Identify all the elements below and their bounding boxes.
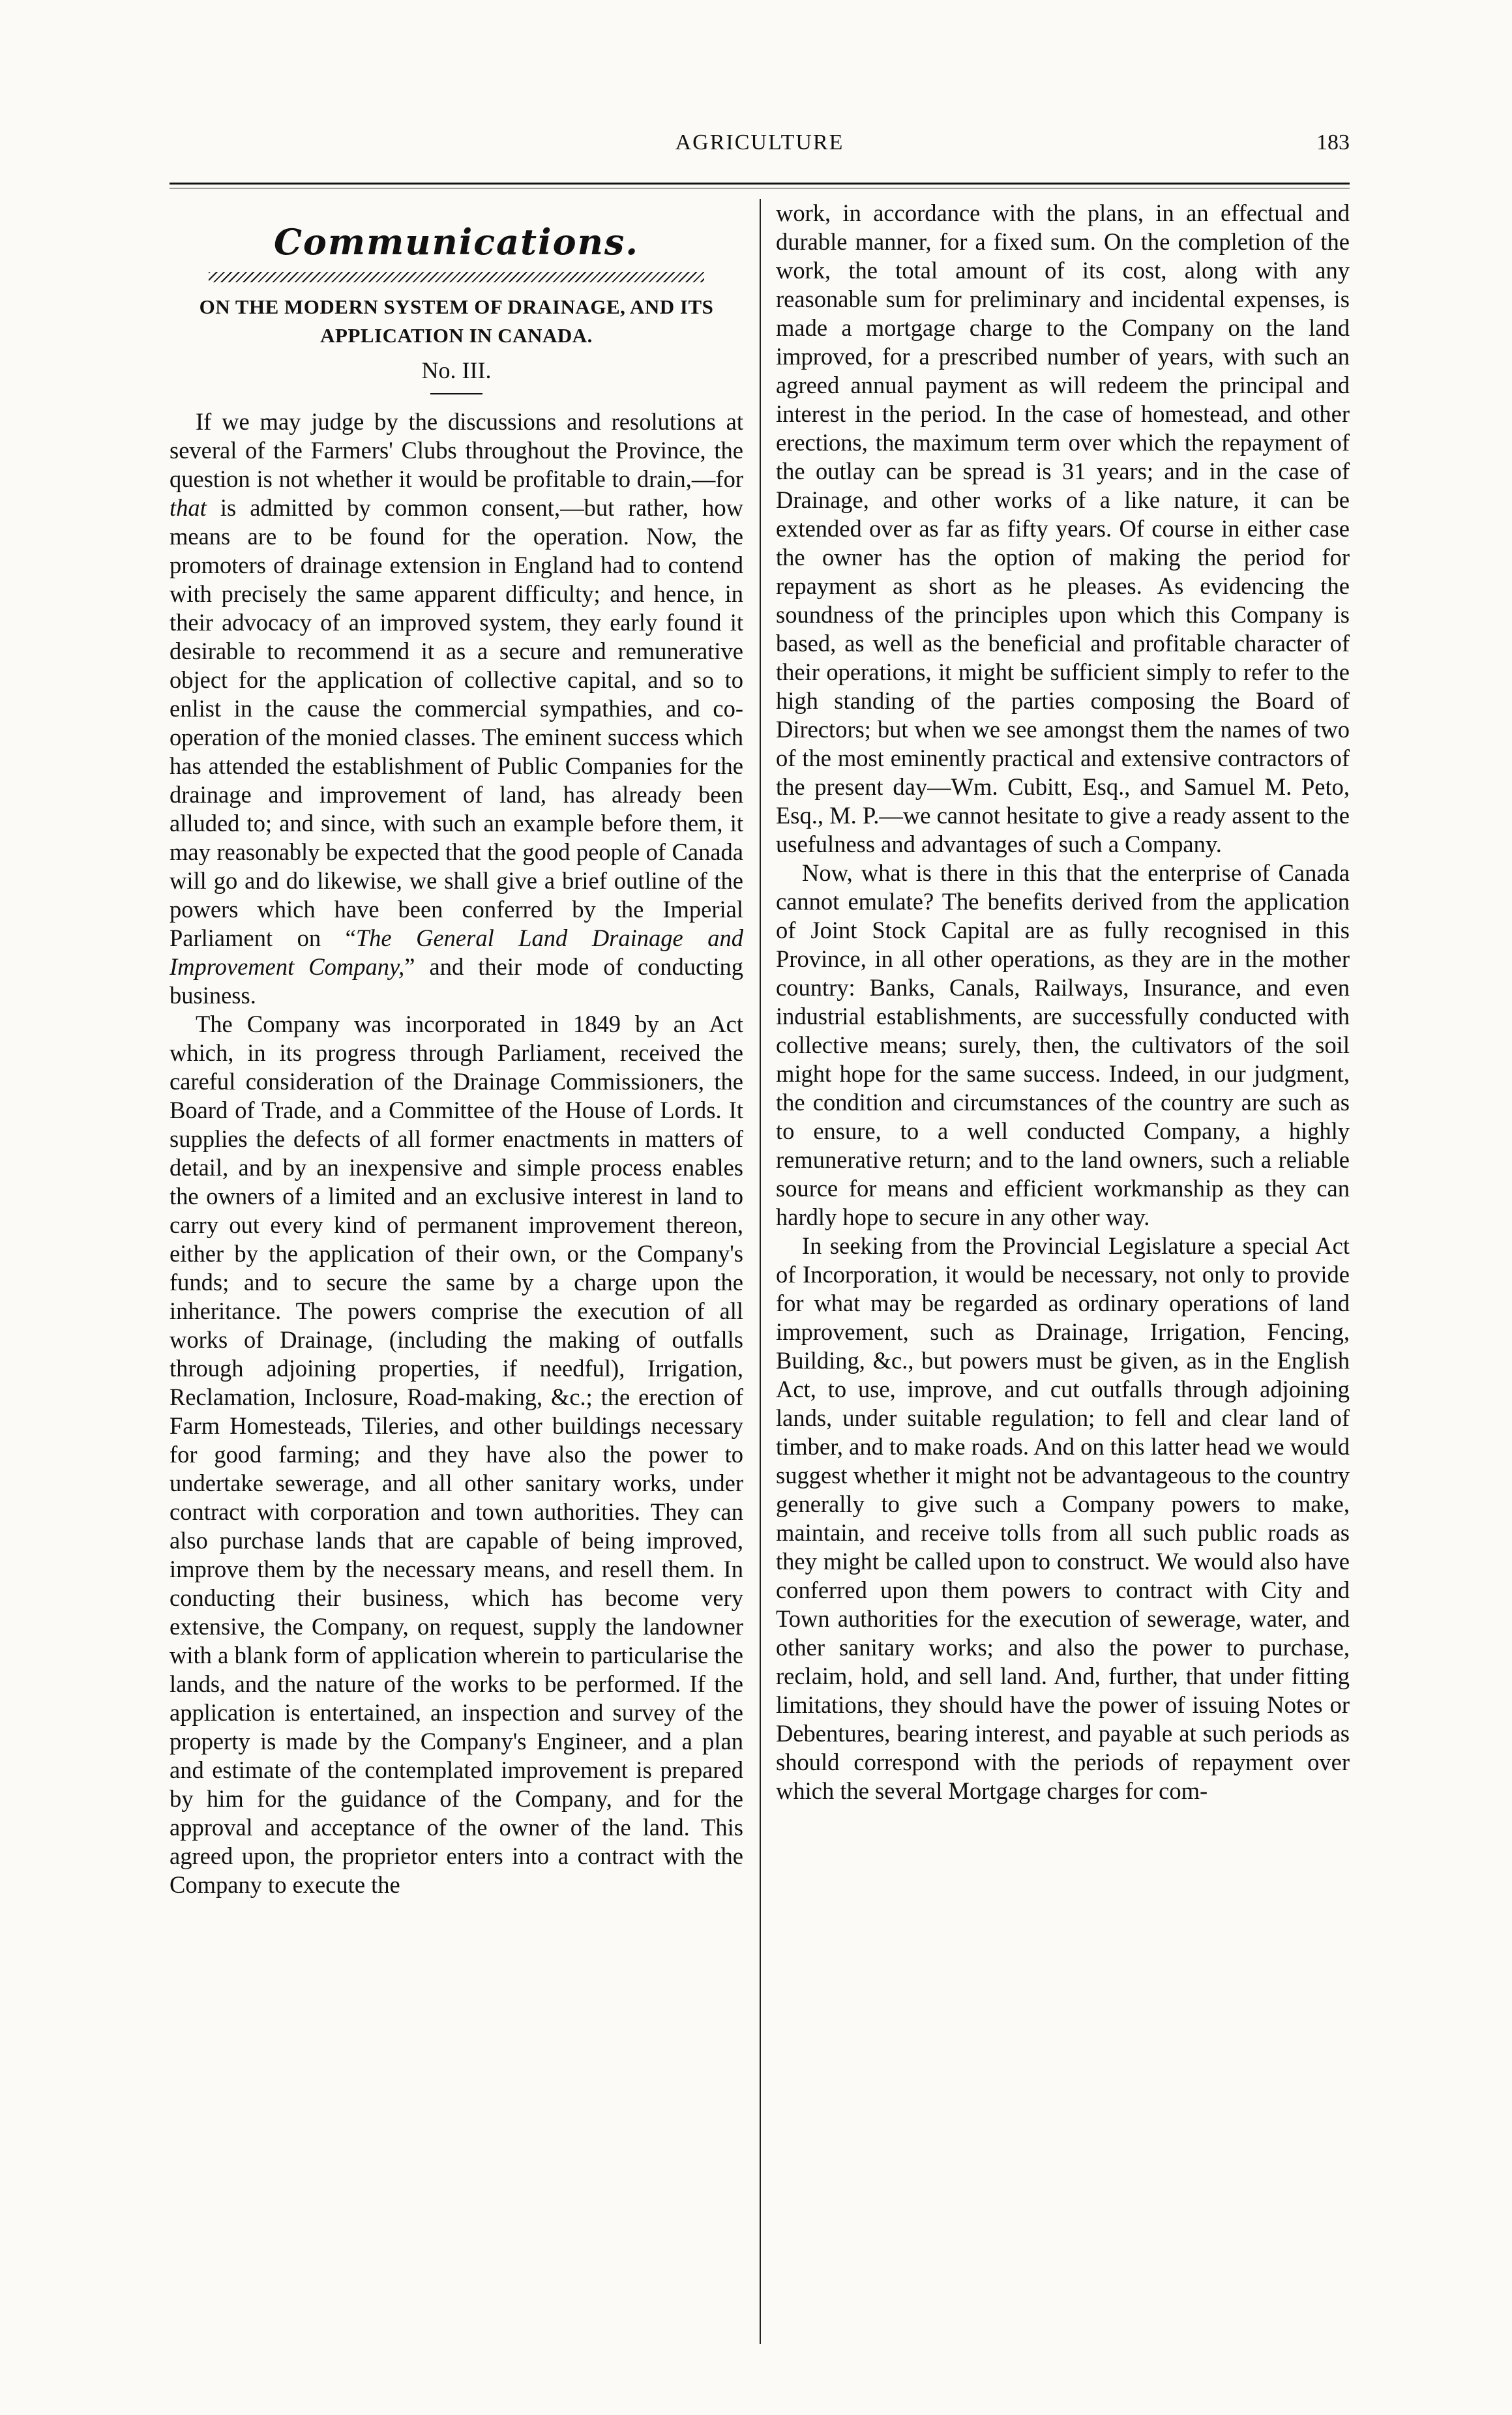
paragraph-text: If we may judge by the discussions and resolutions at several of the Farmers' Clubs throughout the Province, the question is not whether it would be profitable to drain,—for — [170, 408, 743, 492]
paragraph-text: ” and their mode of conducting business. — [170, 953, 743, 1009]
paragraph: The Company was incorporated in 1849 by an Act which, in its progress through Parliament, received the careful consideration of the Drainage Commissioners, the Board of Trade, and a Committee of the House of Lords. It supplies the defects of all former enactments in matters of detail, and by an inexpensive and simple process enables the owners of a limited and an exclusive interest in land to carry out every kind of permanent improvement thereon, either by the application of their own, or the Company's funds; and to secure the same by a charge upon the inheritance. The powers comprise the execution of all works of Drainage, (including the making of outfalls through adjoining properties, if needful), Irrigation, Reclamation, Inclosure, Road-making, &c.; the erection of Farm Homesteads, Tileries, and other buildings necessary for good farming; and they have also the power to undertake sewerage, and all other sanitary works, under contract with corporation and town authorities. They can also purchase lands that are capable of being improved, improve them by the necessary means, and resell them. In conducting their business, which has become very extensive, the Company, on request, supply the landowner with a blank form of application wherein to particularise the lands, and the nature of the works to be performed. If the application is entertained, an inspection and survey of the property is made by the Company's Engineer, and a plan and estimate of the contemplated improvement is prepared by him for the guidance of the Company, and for the approval and acceptance of the owner of the land. This agreed upon, the proprietor enters into a contract with the Company to execute the — [170, 1011, 743, 1898]
header-rule — [170, 183, 1350, 188]
page-number: 183 — [1316, 130, 1350, 155]
page — [170, 130, 1350, 2347]
article-columns — [170, 199, 1350, 2344]
paragraph-text: is admitted by common consent,—but rather, how means are to be found for the operation. Now, the promoters of drainage extension in England had to contend with precisely the same apparent difficulty; and hence, in their advocacy of an improved system, they early found it desirable to recommend it as a secure and remunerative object for the application of collective capital, and so to enlist in the cause the commercial sympathies, and co-operation of the monied classes. The eminent success which has attended the establishment of Public Companies for the drainage and improvement of land, has already been alluded to; and since, with such an example before them, it may reasonably be expected that the good people of Canada will go and do likewise, we shall give a brief outline of the powers which have been conferred by the Imperial Parliament on “ — [170, 494, 743, 951]
emphasis-text: that — [170, 494, 207, 521]
wavy-divider — [209, 272, 704, 282]
short-rule — [430, 393, 482, 394]
right-column — [776, 199, 1350, 2344]
company-name: The General Land Drainage and Improvement Company, — [170, 925, 743, 980]
running-title: AGRICULTURE — [675, 130, 844, 155]
column-divider — [760, 199, 761, 2344]
paragraph — [170, 407, 743, 1010]
paragraph: Now, what is there in this that the enterprise of Canada cannot emulate? The benefits derived from the application of Joint Stock Capital are as fully recognised in this Province, in all other operations, as they are in the mother country: Banks, Canals, Railways, Insurance, and even industrial establishments, are successfully conducted with collective means; surely, then, the cultivators of the soil might hope for the same success. Indeed, in our judgment, the condition and circumstances of the country are such as to ensure, to a well conducted Company, a highly remunerative return; and to the land owners, such a reliable source for means and efficient workmanship as they can hardly hope to secure in any other way. — [776, 859, 1350, 1230]
paragraph: In seeking from the Provincial Legislature a special Act of Incorporation, it would be necessary, not only to provide for what may be regarded as ordinary operations of land improvement, such as Drainage, Irrigation, Fencing, Building, &c., but powers must be given, as in the English Act, to use, improve, and cut outfalls through adjoining lands, under suitable regulation; to fell and clear land of timber, and to make roads. And on this latter head we would suggest whether it might not be advantageous to the country generally to give such a Company powers to make, maintain, and receive tolls from all such public roads as they might be called upon to construct. We would also have conferred upon them powers to contract with City and Town authorities for the execution of sewerage, water, and other sanitary works; and also the power to purchase, reclaim, hold, and sell land. And, further, that under fitting limitations, they should have the power of issuing Notes or Debentures, bearing interest, and payable at such periods as should correspond with the periods of repayment over which the several Mortgage charges for com- — [776, 1232, 1350, 1804]
left-column — [170, 199, 743, 2344]
paragraph: work, in accordance with the plans, in an effectual and durable manner, for a fixed sum. On the completion of the work, the total amount of its cost, along with any reasonable sum for preliminary and incidental expenses, is made a mortgage charge to the Company on the land improved, for a prescribed number of years, with such an agreed annual payment as will redeem the principal and interest in the period. In the case of homestead, and other erections, the maximum term over which the repayment of the outlay can be spread is 31 years; and in the case of Drainage, and other works of a like nature, it can be extended over as far as fifty years. Of course in either case the owner has the option of making the period for repayment as short as he pleases. As evidencing the soundness of the principles upon which this Company is based, as well as the beneficial and profitable character of their operations, it might be sufficient simply to refer to the high standing of the parties composing the Board of Directors; but when we see amongst them the names of two of the most eminently practical and extensive contractors of the present day—Wm. Cubitt, Esq., and Samuel M. Peto, Esq., M. P.—we cannot hesitate to give a ready assent to the usefulness and advantages of such a Company. — [776, 200, 1350, 857]
section-title: Communications. — [273, 221, 640, 263]
running-head — [170, 130, 1350, 170]
article-title: ON THE MODERN SYSTEM OF DRAINAGE, AND ITS APPLICATION IN CANADA. — [199, 295, 714, 347]
article-number: No. III. — [421, 357, 492, 383]
